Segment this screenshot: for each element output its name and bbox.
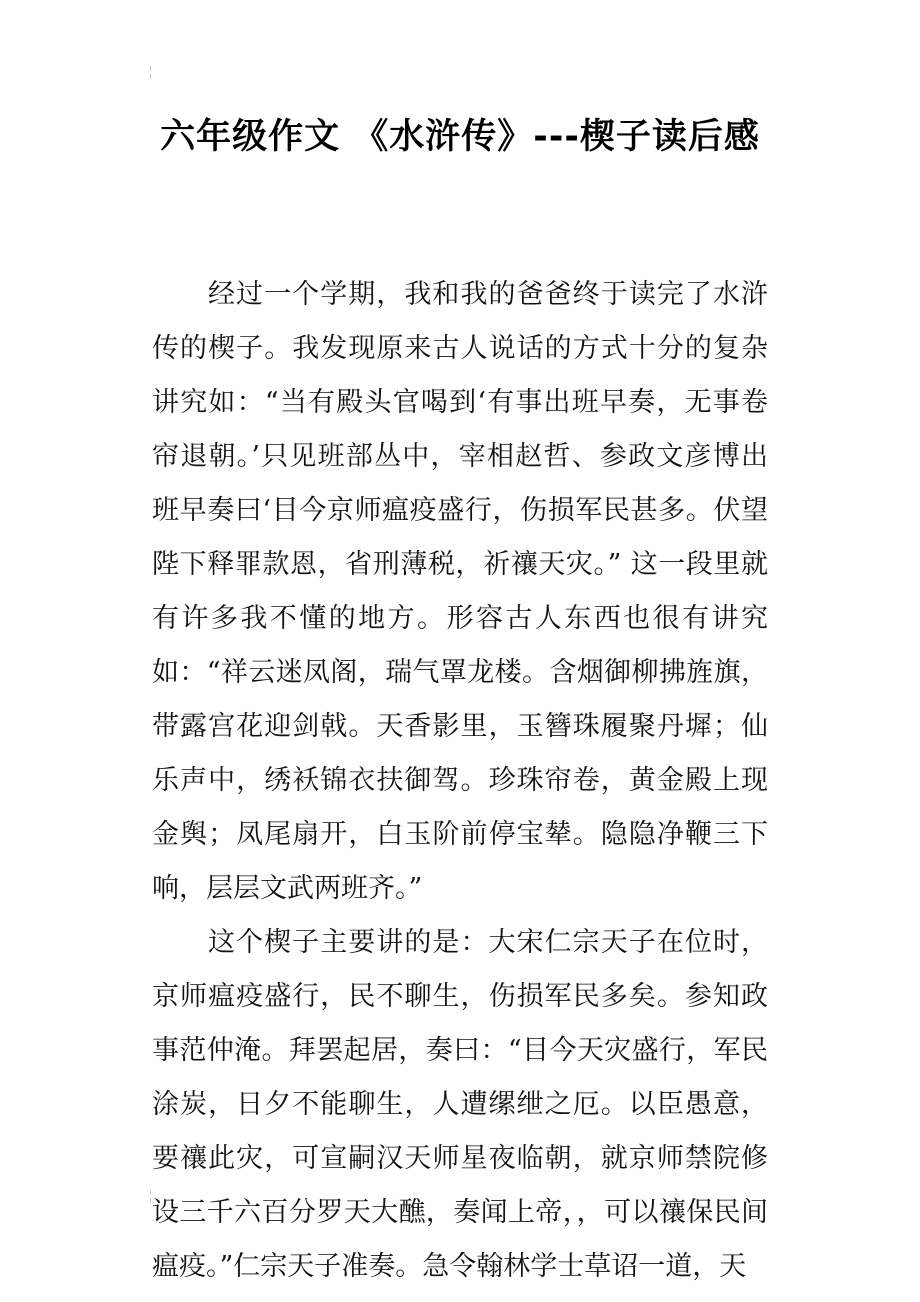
corner-crop-mark	[146, 1190, 156, 1204]
paragraph: 这个楔子主要讲的是：大宋仁宗天子在位时，京师瘟疫盛行，民不聊生，伤损军民多矣。参知政事范仲淹。拜罢起居，奏曰：“目今天灾盛行，军民涂炭，日夕不能聊生，人遭缧绁之厄。以臣愚意，要禳此灾，可宣嗣汉天师星夜临朝，就京师禁院修设三千六百分罗天大醮，奏闻上帝，，可以禳保民间瘟疫。”仁宗天子准奏。急令翰林学士草诏一道，天	[152, 927, 768, 1282]
paragraph: 经过一个学期，我和我的爸爸终于读完了水浒传的楔子。我发现原来古人说话的方式十分的复杂讲究如：“当有殿头官喝到‘有事出班早奏，无事卷帘退朝。’只见班部丛中，宰相赵哲、参政文彦博出班早奏曰‘目今京师瘟疫盛行，伤损军民甚多。伏望陛下释罪款恩，省刑薄税，祈禳天灾。” 这一段里就有许多我不懂的地方。形容古人东西也很有讲究如：“祥云迷凤阁，瑞气罩龙楼。含烟御柳拂旌旗，带露宫花迎剑戟。天香影里，玉簪珠履聚丹墀；仙乐声中，绣袄锦衣扶御驾。珍珠帘卷，黄金殿上现金舆；凤尾扇开，白玉阶前停宝辇。隐隐净鞭三下响，层层文武两班齐。”	[152, 279, 768, 904]
corner-crop-mark	[146, 66, 156, 80]
document-body	[152, 268, 768, 1294]
document-title: 六年级作文 《水浒传》---楔子读后感	[160, 117, 760, 157]
